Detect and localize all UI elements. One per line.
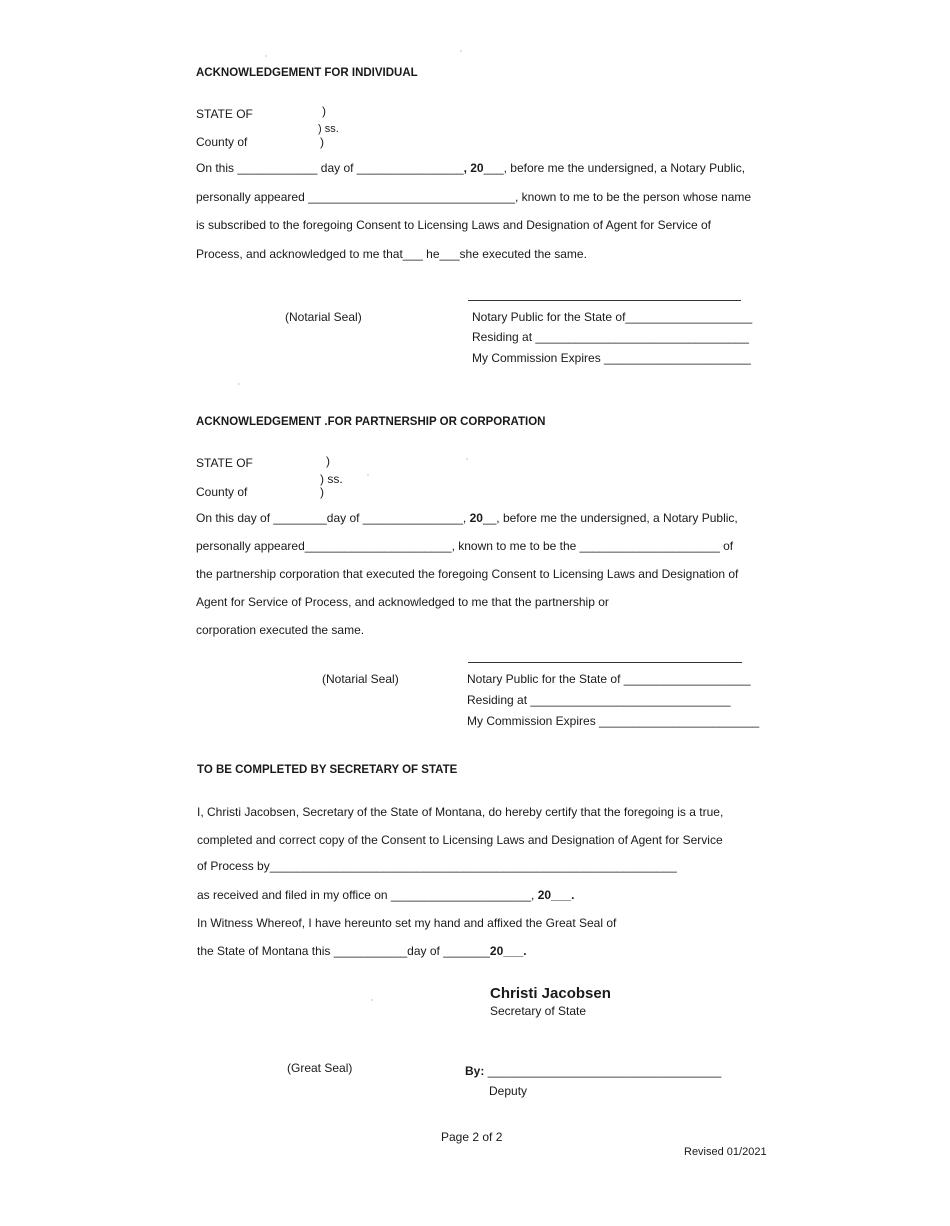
- partnership-county-of-label: County of: [196, 485, 248, 499]
- partnership-heading: ACKNOWLEDGEMENT .FOR PARTNERSHIP OR CORPORATION: [196, 416, 546, 428]
- scan-speck: [466, 458, 468, 460]
- individual-ss: ) ss.: [318, 123, 339, 135]
- partnership-ss: ) ss.: [320, 472, 343, 486]
- scan-speck: [460, 50, 462, 52]
- individual-heading: ACKNOWLEDGEMENT FOR INDIVIDUAL: [196, 67, 418, 79]
- partnership-state-of-label: STATE OF: [196, 456, 253, 470]
- individual-paren-top: ): [322, 104, 326, 118]
- by-label: By:: [465, 1064, 485, 1078]
- partnership-signature-line: [468, 662, 742, 663]
- signer-name: Christi Jacobsen: [490, 985, 611, 1002]
- secretary-heading: TO BE COMPLETED BY SECRETARY OF STATE: [197, 764, 458, 776]
- individual-line-4: Process, and acknowledged to me that___ he___she executed the same.: [196, 247, 587, 261]
- partnership-commission: My Commission Expires ________________________: [467, 714, 760, 728]
- partnership-line-4: Agent for Service of Process, and acknowledged to me that the partnership or: [196, 595, 609, 609]
- individual-paren-bottom: ): [320, 135, 324, 149]
- secretary-line-4-end: ___.: [551, 888, 575, 902]
- secretary-line-2: completed and correct copy of the Consent to Licensing Laws and Designation of Agent for Service: [197, 833, 723, 847]
- secretary-line-4: [197, 888, 574, 902]
- partnership-line-3: the partnership corporation that executed the foregoing Consent to Licensing Laws and Designation of: [196, 567, 739, 581]
- secretary-line-6-end: ___.: [503, 944, 527, 958]
- scan-speck: [265, 55, 267, 57]
- partnership-line-1-end: __, before me the undersigned, a Notary Public,: [482, 511, 738, 525]
- individual-line-1-end: ___, before me the undersigned, a Notary Public,: [483, 161, 746, 175]
- partnership-paren-top: ): [326, 454, 330, 468]
- individual-residing: Residing at ________________________________: [472, 330, 749, 344]
- partnership-line-1: [196, 511, 738, 525]
- signer-title: Secretary of State: [490, 1004, 587, 1018]
- partnership-line-2: personally appeared______________________, known to me to be the _____________________ of: [196, 539, 734, 553]
- individual-line-1-start: On this ____________ day of ________________: [196, 161, 464, 175]
- deputy-label: Deputy: [489, 1084, 528, 1098]
- individual-notary-state: Notary Public for the State of___________________: [472, 310, 753, 324]
- partnership-line-1-year: 20: [469, 511, 483, 525]
- individual-line-2: personally appeared _______________________________, known to me to be the person whose name: [196, 190, 752, 204]
- secretary-line-6-year: 20: [489, 944, 504, 958]
- secretary-line-3: of Process by_____________________________________________________________: [197, 859, 677, 873]
- secretary-line-4-year: 20: [537, 888, 552, 902]
- individual-commission: My Commission Expires ______________________: [472, 351, 751, 365]
- secretary-line-6-start: the State of Montana this ___________day of _______: [197, 944, 490, 958]
- secretary-line-4-start: as received and filed in my office on _____________________,: [197, 888, 535, 902]
- individual-line-1-year: , 20: [463, 161, 484, 175]
- scan-speck: [367, 474, 369, 476]
- by-line: [465, 1064, 721, 1078]
- scan-speck: [371, 999, 373, 1001]
- partnership-residing: Residing at ______________________________: [467, 693, 731, 707]
- by-signature-blank: ___________________________________: [487, 1064, 722, 1078]
- individual-notarial-seal: (Notarial Seal): [285, 310, 362, 324]
- great-seal-label: (Great Seal): [287, 1061, 353, 1075]
- partnership-notary-state: Notary Public for the State of ___________________: [467, 672, 751, 686]
- secretary-line-6: [197, 944, 527, 958]
- individual-state-of-label: STATE OF: [196, 107, 253, 121]
- secretary-line-1: I, Christi Jacobsen, Secretary of the State of Montana, do hereby certify that the foregoing is a true,: [197, 805, 724, 819]
- scan-speck: [238, 383, 240, 385]
- individual-line-3: is subscribed to the foregoing Consent to Licensing Laws and Designation of Agent for Service of: [196, 218, 711, 232]
- individual-county-of-label: County of: [196, 135, 248, 149]
- revision-date: Revised 01/2021: [684, 1146, 767, 1158]
- partnership-line-5: corporation executed the same.: [196, 623, 365, 637]
- page-number: Page 2 of 2: [441, 1130, 503, 1144]
- partnership-notarial-seal: (Notarial Seal): [322, 672, 399, 686]
- individual-line-1: [196, 161, 745, 175]
- secretary-line-5: In Witness Whereof, I have hereunto set my hand and affixed the Great Seal of: [197, 916, 617, 930]
- individual-signature-line: [468, 300, 741, 301]
- partnership-paren-bottom: ): [320, 485, 324, 499]
- partnership-line-1-start: On this day of ________day of _______________,: [196, 511, 467, 525]
